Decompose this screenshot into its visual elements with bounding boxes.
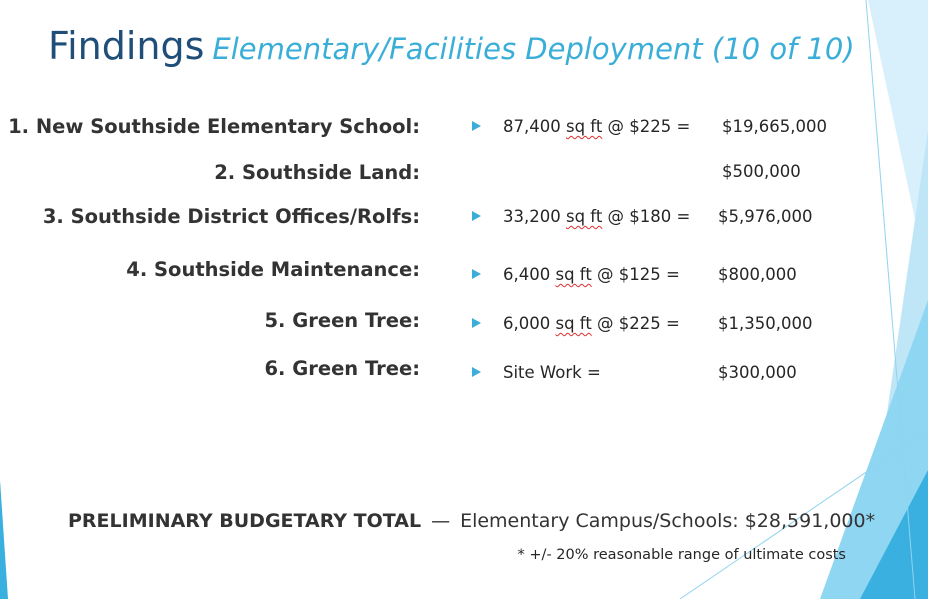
item-label-2: 2. Southside Land: — [214, 161, 420, 184]
item-amount-5: $1,350,000 — [718, 314, 813, 333]
item-label-3: 3. Southside District Offices/Rolfs: — [42, 205, 420, 228]
item-amount-3: $5,976,000 — [718, 207, 813, 226]
triangle-right-icon — [472, 121, 481, 131]
item-calc-6: Site Work = — [503, 363, 601, 382]
triangle-right-icon — [472, 269, 481, 279]
triangle-right-icon — [472, 367, 481, 377]
item-calc-3: 33,200 sq ft @ $180 = — [503, 207, 691, 226]
budget-total — [68, 510, 875, 532]
item-amount-4: $800,000 — [718, 265, 797, 284]
item-label-4: 4. Southside Maintenance: — [126, 258, 420, 281]
item-amount-1: $19,665,000 — [722, 117, 827, 136]
total-dash: — — [431, 510, 451, 532]
title-main: Findings — [48, 24, 205, 68]
title-subtitle: Elementary/Facilities Deployment (10 of 10) — [212, 32, 855, 66]
item-label-6: 6. Green Tree: — [264, 357, 420, 380]
decor-shape-left — [0, 480, 8, 599]
triangle-right-icon — [472, 211, 481, 221]
total-text: Elementary Campus/Schools: $28,591,000* — [460, 510, 876, 532]
total-label: PRELIMINARY BUDGETARY TOTAL — [68, 510, 422, 532]
item-label-1: 1. New Southside Elementary School: — [8, 115, 420, 138]
triangle-right-icon — [472, 318, 481, 328]
item-amount-2: $500,000 — [722, 162, 801, 181]
footnote: * +/- 20% reasonable range of ultimate costs — [517, 547, 846, 563]
item-label-5: 5. Green Tree: — [264, 309, 420, 332]
item-calc-4: 6,400 sq ft @ $125 = — [503, 265, 680, 284]
item-amount-6: $300,000 — [718, 363, 797, 382]
item-calc-5: 6,000 sq ft @ $225 = — [503, 314, 680, 333]
slide-title — [48, 24, 855, 70]
item-calc-1: 87,400 sq ft @ $225 = — [503, 117, 691, 136]
